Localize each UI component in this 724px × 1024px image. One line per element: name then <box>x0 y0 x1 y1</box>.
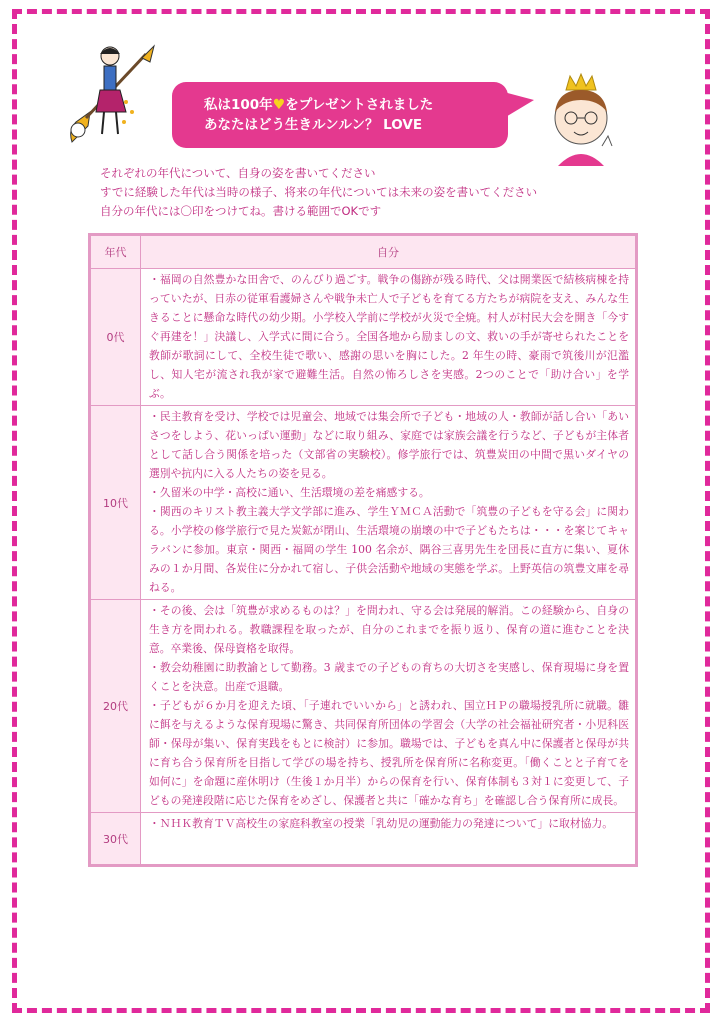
instruction-line-2: すでに経験した年代は当時の様子、将来の年代については未来の姿を書いてください <box>100 185 538 199</box>
row-paragraph: ・ＮＨＫ教育ＴＶ高校生の家庭科教室の授業「乳幼児の運動能力の発達について」に取材協力。 <box>149 817 614 830</box>
bubble-text-after-heart: をプレゼントされました <box>285 97 434 113</box>
row-paragraph: ・子どもが６か月を迎えた頃、「子連れでいいから」と誘われ、国立ＨＰの職場授乳所に就職。雛に餌を与えるような保育現場に驚き、共同保育所団体の学習会（大学の社会福祉研究者・小児科医師・保母が集い、保育実践をもとに検討）に参加。職場では、子どもを真ん中に保護者と保母が共に育ち合う保育所を目指して学びの場を持ち、授乳所を保育所に名称変更。「働くことと子育てを如何に」を命題に産休明け（生後１か月半）からの保育を行い、保育体制も３対１に変更して、子どもの発達段階に応じた保育をめざし、保護者と共に「確かな育ち」を確認し合う保育所に成長。 <box>149 699 629 807</box>
row-paragraph: ・久留米の中学・高校に通い、生活環境の差を痛感する。 <box>149 486 430 499</box>
table-row <box>91 269 636 406</box>
row-paragraph: ・福岡の自然豊かな田舎で、のんびり過ごす。戦争の傷跡が残る時代、父は開業医で結核病棟を持っていたが、日赤の従軍看護婦さんや戦争未亡人で子どもを育てる方たちが病院を支え、みんな生きることに懸命な時代の幼少期。小学校入学前に学校が火災で全焼。村人が村民大会を開き「今すぐ再建を！」決議し、入学式に間に合う。全国各地から励ましの文、救いの手が寄せられたことを教師が歌詞にして、全校生徒で歌い、感謝の思いを胸にした。2 年生の時、豪雨で筑後川が氾濫し、知人宅が流され我が家で避難生活。自然の怖ろしさを実感。2つのことで「助け合い」を学ぶ。 <box>149 273 629 400</box>
row-content <box>141 813 636 865</box>
header-self: 自分 <box>141 236 636 269</box>
row-age: 30代 <box>91 813 141 865</box>
row-paragraph: ・その後、会は「筑豊が求めるものは？」を問われ、守る会は発展的解消。この経験から、自身の生き方を問われる。教職課程を取ったが、自分のこれまでを振り返り、保育の道に進むことを決意。卒業後、保母資格を取得。 <box>149 604 629 655</box>
row-age: 0代 <box>91 269 141 406</box>
row-age: 10代 <box>91 406 141 600</box>
header-age: 年代 <box>91 236 141 269</box>
bubble-line-1 <box>172 82 508 115</box>
row-paragraph: ・民主教育を受け、学校では児童会、地域では集会所で子ども・地域の人・教師が話し合い「あいさつをしよう、花いっぱい運動」などに取り組み、家庭では家族会議を行うなど、子どもが主体者として話し合う関係を培った（文部省の実験校）。修学旅行では、筑豊炭田の中間で黒いダイヤの選別や抗内に入る人たちの姿を見る。 <box>149 410 629 480</box>
life-table <box>88 233 638 867</box>
speech-bubble <box>172 82 508 148</box>
instruction-line-3: 自分の年代には〇印をつけてね。書ける範囲でOKです <box>100 204 382 218</box>
row-content <box>141 269 636 406</box>
bubble-line-2: あなたはどう生きルンルン？ LOVE <box>204 117 423 133</box>
row-paragraph: ・教会幼稚園に助教諭として勤務。3 歳までの子どもの育ちの大切さを実感し、保育現場に身を置くことを決意。出産で退職。 <box>149 661 629 693</box>
instruction-line-1: それぞれの年代について、自身の姿を書いてください <box>100 166 376 180</box>
queen-illustration <box>538 72 624 166</box>
row-content <box>141 600 636 813</box>
witch-illustration <box>66 42 158 146</box>
instructions <box>100 164 537 221</box>
table-row <box>91 406 636 600</box>
row-age: 20代 <box>91 600 141 813</box>
row-content <box>141 406 636 600</box>
heart-icon: ♥ <box>272 97 286 113</box>
table-row <box>91 600 636 813</box>
row-paragraph: ・関西のキリスト教主義大学文学部に進み、学生ＹＭＣＡ活動で「筑豊の子どもを守る会」に関わる。小学校の修学旅行で見た炭鉱が閉山、生活環境の崩壊の中で子どもたちは・・・を案じてキャラバンに参加。東京・関西・福岡の学生 100 名余が、隅谷三喜男先生を団長に直方に集い、夏休みの１か月間、各炭住に分かれて宿し、子供会活動や地域の実態を学ぶ。上野英信の筑豊文庫を尋ねる。 <box>149 505 629 594</box>
table-row <box>91 813 636 865</box>
bubble-text-before-heart: 私は100年 <box>204 97 273 113</box>
